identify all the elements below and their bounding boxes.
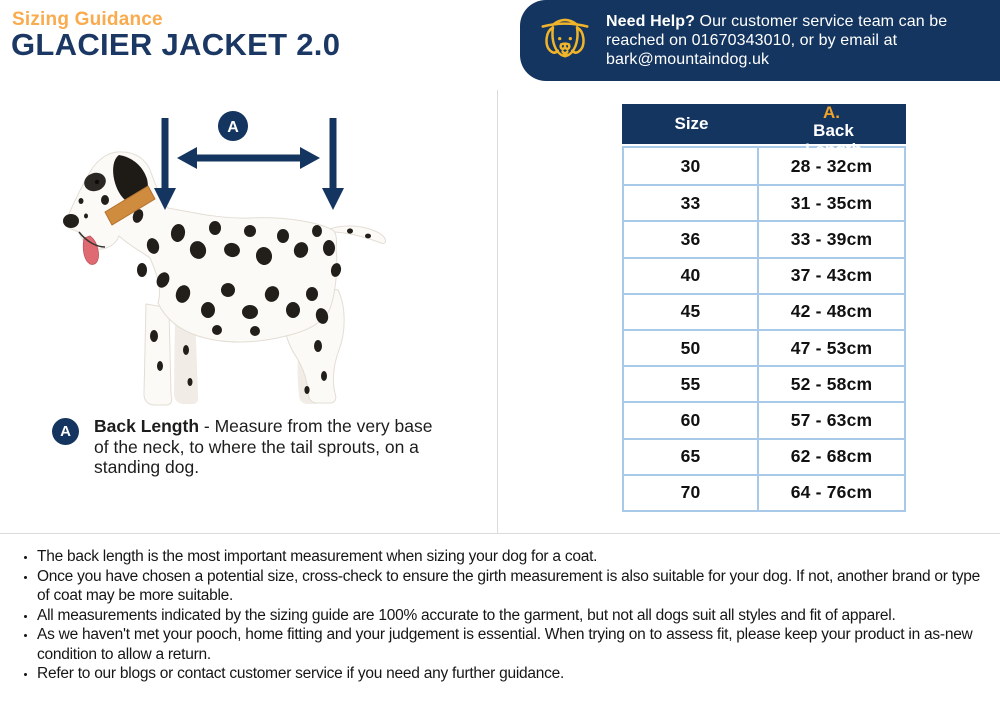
cell-back-length: 62 - 68cm (790, 446, 873, 467)
guidance-note-item: • The back length is the most important measurement when sizing your dog for a coat. (37, 547, 988, 566)
guidance-note-item: • Once you have chosen a potential size, cross-check to ensure the girth measurement is also suitable for your dog. If not, another brand or type of coat may be more suitable. (37, 567, 988, 605)
cell-back-length: 47 - 53cm (790, 337, 873, 358)
header-size: Size (674, 113, 709, 133)
cell-back-length: 57 - 63cm (790, 409, 873, 430)
cell-size: 33 (624, 186, 759, 220)
table-row (624, 438, 904, 474)
cell-back-length: 33 - 39cm (790, 228, 873, 249)
cell-back-length: 42 - 48cm (790, 301, 873, 322)
table-row (624, 184, 904, 220)
size-table (622, 104, 906, 512)
cell-size: 70 (624, 476, 759, 510)
header-back-length (761, 103, 906, 159)
cell-size: 65 (624, 440, 759, 474)
header-back-prefix: A. (823, 103, 840, 122)
horizontal-divider (0, 533, 1000, 534)
cell-size: 30 (624, 148, 759, 184)
guidance-note-item: • All measurements indicated by the sizing guide are 100% accurate to the garment, but not all dogs suit all styles and fit of apparel. (37, 606, 988, 625)
cell-size: 60 (624, 403, 759, 437)
table-row (624, 401, 904, 437)
table-row (624, 293, 904, 329)
size-table-header (622, 103, 906, 159)
guidance-notes-list (20, 547, 988, 684)
header-back-label: Back Length (805, 121, 862, 159)
cell-back-length: 31 - 35cm (790, 192, 873, 213)
cell-back-length: 37 - 43cm (790, 265, 873, 286)
need-help-text (606, 12, 978, 70)
marker-a-label: A (227, 119, 239, 136)
table-row (624, 257, 904, 293)
cell-size: 50 (624, 331, 759, 365)
table-row (624, 329, 904, 365)
dog-with-cap-icon (536, 12, 594, 70)
dog-measurement-diagram (50, 98, 445, 430)
table-row (624, 365, 904, 401)
vertical-divider (497, 90, 498, 533)
guidance-note-item: • As we haven't met your pooch, home fitting and your judgement is essential. When trying on to assess fit, please keep your product in as-new condition to allow a return. (37, 625, 988, 663)
measurement-arrows (154, 118, 344, 210)
cell-size: 40 (624, 259, 759, 293)
table-row (624, 148, 904, 184)
cell-size: 55 (624, 367, 759, 401)
table-row (624, 220, 904, 256)
page-title: GLACIER JACKET 2.0 (11, 27, 341, 62)
need-help-banner (520, 0, 1000, 81)
cell-back-length: 28 - 32cm (790, 155, 873, 176)
note-text (94, 416, 434, 478)
note-a-badge: A (52, 418, 79, 445)
cell-back-length: 64 - 76cm (790, 482, 873, 503)
table-row (624, 474, 904, 510)
note-bold: Back Length (94, 416, 200, 436)
eyebrow-sizing-guidance: Sizing Guidance (12, 9, 163, 30)
cell-back-length: 52 - 58cm (790, 373, 873, 394)
back-length-note (52, 416, 452, 478)
cell-size: 45 (624, 295, 759, 329)
note-body: - Measure from the very base of the neck, to where the tail sprouts, on a standing dog. (94, 416, 433, 478)
size-table-body (622, 146, 906, 512)
need-help-body: Our customer service team can be reached on 01670343010, or by email at bark@mountaindog.uk (606, 12, 948, 69)
need-help-lead: Need Help? (606, 12, 696, 30)
cell-size: 36 (624, 222, 759, 256)
guidance-note-item: • Refer to our blogs or contact customer service if you need any further guidance. (37, 664, 988, 683)
